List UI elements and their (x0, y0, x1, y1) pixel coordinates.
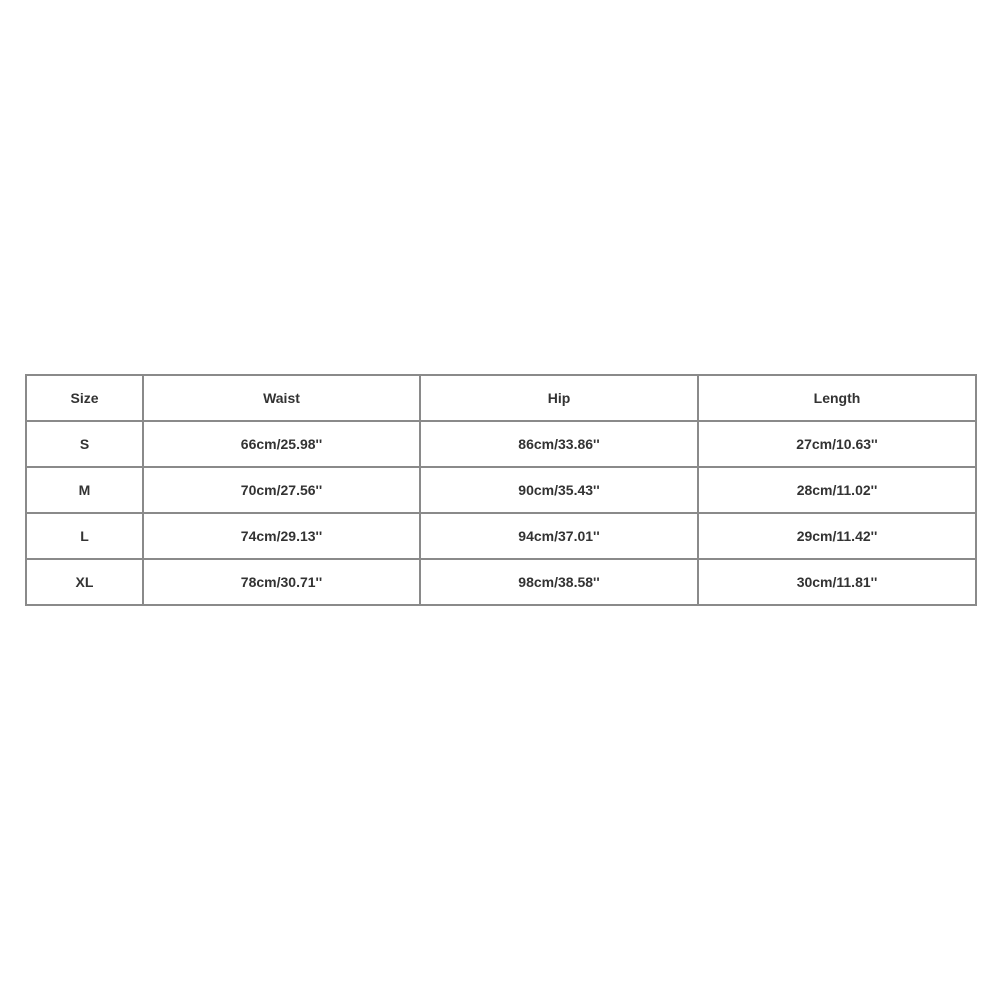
header-length: Length (698, 375, 976, 421)
cell-length: 27cm/10.63'' (698, 421, 976, 467)
table-row (26, 559, 976, 605)
cell-waist: 70cm/27.56'' (143, 467, 420, 513)
header-hip: Hip (420, 375, 698, 421)
cell-waist: 66cm/25.98'' (143, 421, 420, 467)
cell-size: M (26, 467, 143, 513)
header-size: Size (26, 375, 143, 421)
cell-waist: 78cm/30.71'' (143, 559, 420, 605)
cell-length: 29cm/11.42'' (698, 513, 976, 559)
table-row (26, 513, 976, 559)
table-row (26, 421, 976, 467)
cell-size: L (26, 513, 143, 559)
header-row (26, 375, 976, 421)
cell-size: S (26, 421, 143, 467)
header-waist: Waist (143, 375, 420, 421)
cell-hip: 86cm/33.86'' (420, 421, 698, 467)
cell-hip: 94cm/37.01'' (420, 513, 698, 559)
cell-hip: 98cm/38.58'' (420, 559, 698, 605)
table-row (26, 467, 976, 513)
cell-size: XL (26, 559, 143, 605)
cell-hip: 90cm/35.43'' (420, 467, 698, 513)
cell-waist: 74cm/29.13'' (143, 513, 420, 559)
cell-length: 30cm/11.81'' (698, 559, 976, 605)
size-chart-table (25, 374, 977, 606)
cell-length: 28cm/11.02'' (698, 467, 976, 513)
